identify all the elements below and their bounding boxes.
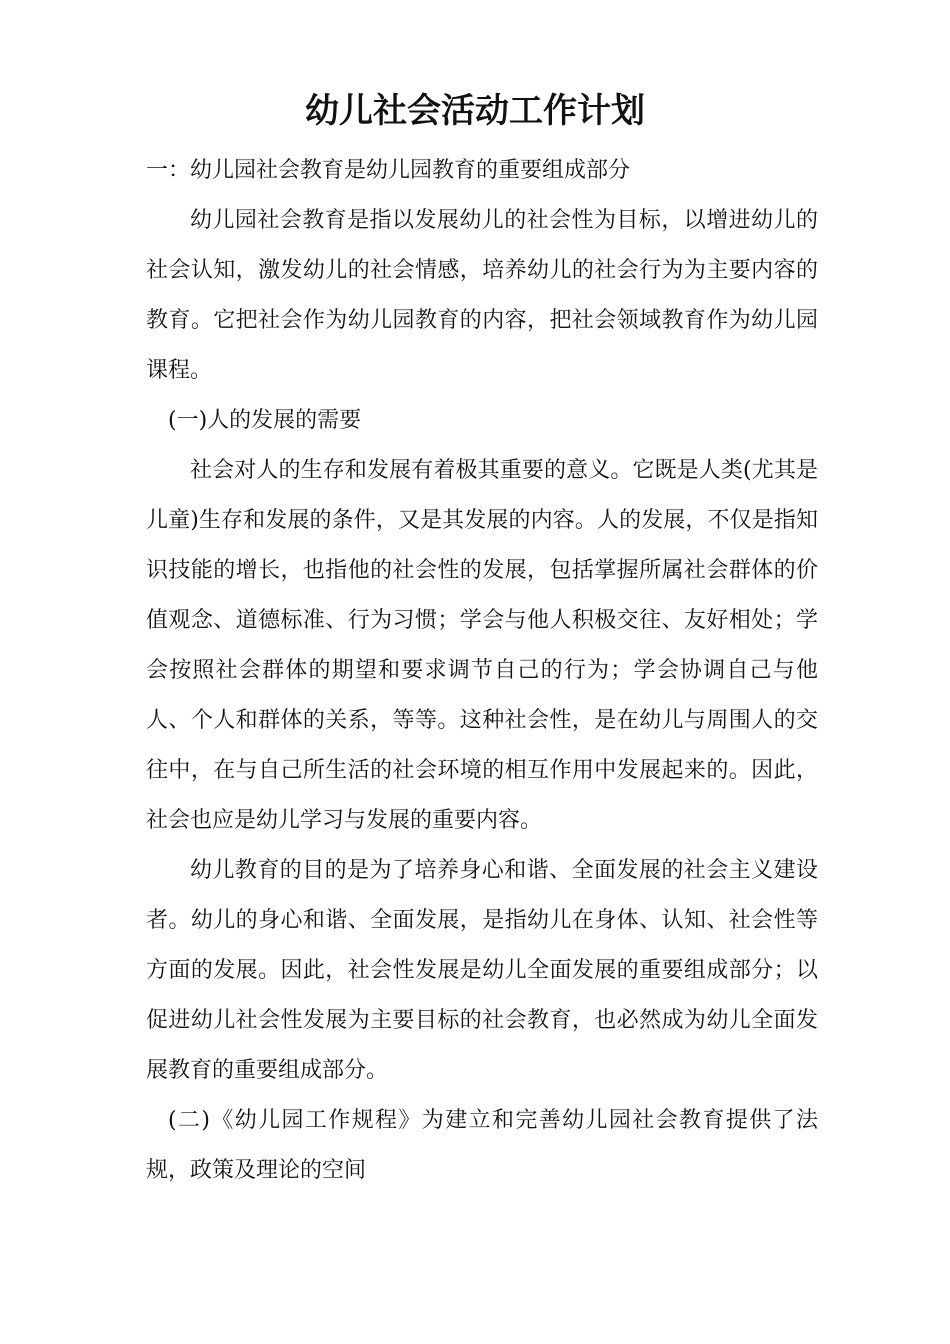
section-heading: 一：幼儿园社会教育是幼儿园教育的重要组成部分: [146, 158, 631, 183]
document-title: 幼儿社会活动工作计划: [305, 91, 645, 131]
subsection-heading: (二)《幼儿园工作规程》为建立和完善幼儿园社会教育提供了法规，政策及理论的空间: [146, 1108, 818, 1183]
document-body: [146, 146, 818, 1196]
subsection-heading: (一)人的发展的需要: [168, 408, 362, 433]
body-paragraph: 社会对人的生存和发展有着极其重要的意义。它既是人类(尤其是儿童)生存和发展的条件，又是其发展的内容。人的发展，不仅是指知识技能的增长，也指他的社会性的发展，包括掌握所属社会群体的价值观念、道德标准、行为习惯；学会与他人积极交往、友好相处；学会按照社会群体的期望和要求调节自己的行为；学会协调自己与他人、个人和群体的关系，等等。这种社会性，是在幼儿与周围人的交往中，在与自己所生活的社会环境的相互作用中发展起来的。因此，社会也应是幼儿学习与发展的重要内容。: [146, 458, 818, 833]
body-paragraph: 幼儿园社会教育是指以发展幼儿的社会性为目标，以增进幼儿的社会认知，激发幼儿的社会情感，培养幼儿的社会行为为主要内容的教育。它把社会作为幼儿园教育的内容，把社会领域教育作为幼儿园课程。: [146, 208, 818, 383]
body-paragraph: 幼儿教育的目的是为了培养身心和谐、全面发展的社会主义建设者。幼儿的身心和谐、全面发展，是指幼儿在身体、认知、社会性等方面的发展。因此，社会性发展是幼儿全面发展的重要组成部分；以促进幼儿社会性发展为主要目标的社会教育，也必然成为幼儿全面发展教育的重要组成部分。: [146, 858, 818, 1083]
